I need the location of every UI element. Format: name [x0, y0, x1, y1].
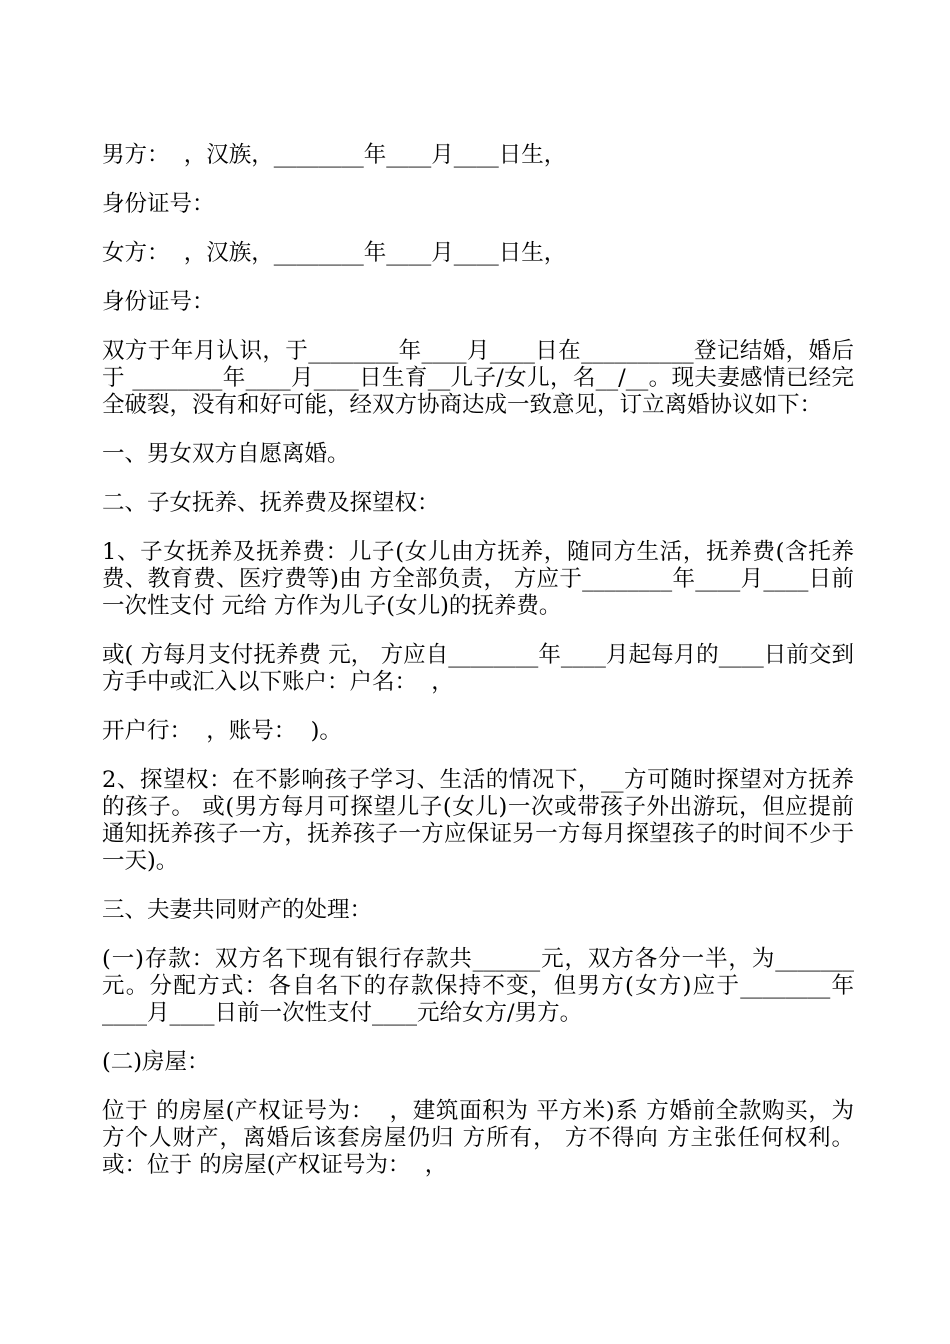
visitation-rights: 2、探望权：在不影响孩子学习、生活的情况下，__方可随时探望对方抚养的孩子。 或(男方每月可探望儿子(女儿)一次或带孩子外出游玩，但应提前通知抚养孩子一方，抚养孩子一方应保证另一方每月探望孩子的时间不少于一天)。	[102, 767, 854, 874]
bank-account: 开户行： ，账号： )。	[102, 718, 342, 744]
child-support-lump-sum: 1、子女抚养及抚养费：儿子(女儿由方抚养，随同方生活，抚养费(含托养费、教育费、医疗费等)由 方全部负责， 方应于________年____月____日前一次性支付 元给 方作为儿子(女儿)的抚养费。	[102, 539, 854, 619]
clause-2-heading: 二、子女抚养、抚养费及探望权：	[102, 490, 440, 516]
husband-id-number: 身份证号：	[102, 191, 215, 217]
house-heading: (二)房屋：	[102, 1049, 210, 1075]
child-support-monthly: 或( 方每月支付抚养费 元， 方应自________年____月起每月的____日前交到 方手中或汇入以下账户：户名： ，	[102, 642, 862, 695]
clause-1-voluntary-divorce: 一、男女双方自愿离婚。	[102, 441, 350, 467]
husband-info: 男方： ，汉族，________年____月____日生，	[102, 142, 567, 168]
house-ownership: 位于 的房屋(产权证号为： ，建筑面积为 平方米)系 方婚前全款购买，为 方个人财产，离婚后该套房屋仍归 方所有， 方不得向 方主张任何权利。 或：位于 的房屋(产权证号为： ，	[102, 1098, 862, 1178]
marriage-background: 双方于年月认识，于________年____月____日在__________登记结婚，婚后于 ________年____月____日生育__儿子/女儿，名__/__。现夫妻感情已经完全破裂，没有和好可能，经双方协商达成一致意见，订立离婚协议如下：	[102, 338, 854, 418]
savings-division: (一)存款：双方名下现有银行存款共______元，双方各分一半，为_______元。分配方式：各自名下的存款保持不变，但男方(女方)应于________年____月____日前一次性支付____元给女方/男方。	[102, 946, 854, 1026]
document-page	[102, 142, 862, 1201]
clause-3-heading: 三、夫妻共同财产的处理：	[102, 897, 373, 923]
wife-info: 女方： ，汉族，________年____月____日生，	[102, 240, 567, 266]
wife-id-number: 身份证号：	[102, 289, 215, 315]
